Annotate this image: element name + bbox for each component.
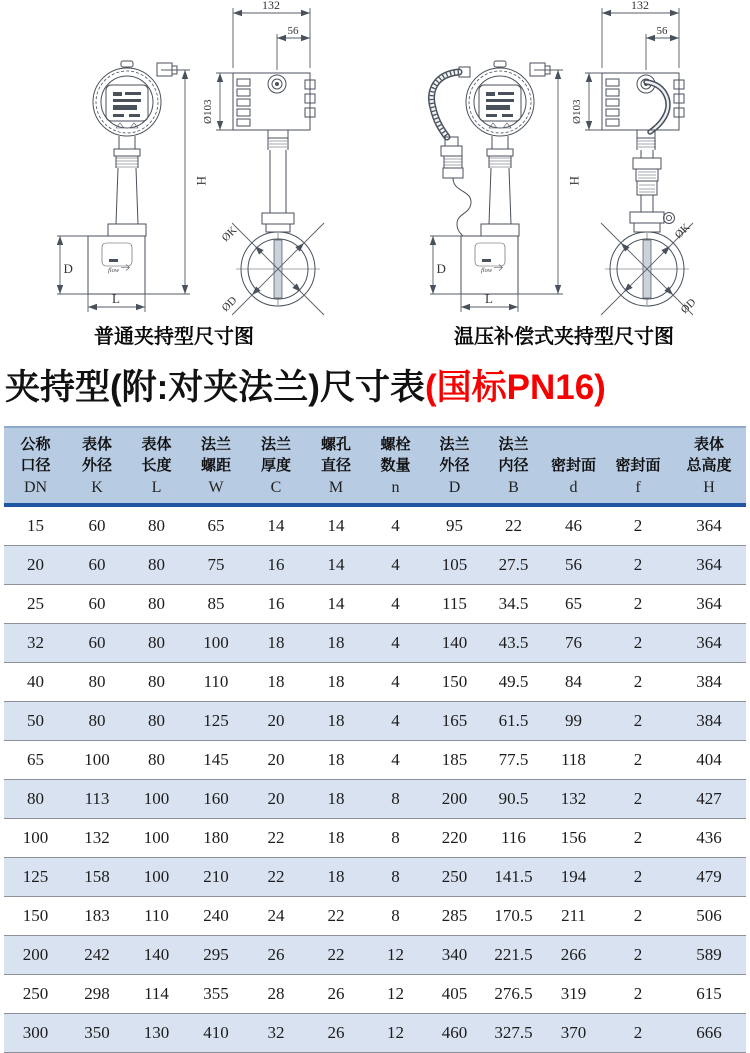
- table-row: [4, 858, 746, 897]
- table-row: [4, 897, 746, 936]
- column-header: 表体 外径 K: [67, 427, 127, 505]
- table-cell: 18: [306, 819, 366, 858]
- table-cell: 80: [127, 702, 186, 741]
- table-cell: 90.5: [484, 780, 543, 819]
- table-row: [4, 505, 746, 546]
- table-cell: 589: [672, 936, 746, 975]
- column-header: 法兰 内径 B: [484, 427, 543, 505]
- table-row: [4, 975, 746, 1014]
- column-header: 表体 总高度 H: [672, 427, 746, 505]
- table-cell: 43.5: [484, 624, 543, 663]
- table-cell: 61.5: [484, 702, 543, 741]
- table-cell: 113: [67, 780, 127, 819]
- column-header: 螺孔 直径 M: [306, 427, 366, 505]
- meter-stem-front: [108, 136, 146, 236]
- table-cell: 80: [127, 585, 186, 624]
- column-header: 法兰 厚度 C: [246, 427, 306, 505]
- table-cell: 165: [425, 702, 484, 741]
- table-cell: 80: [67, 663, 127, 702]
- table-cell: 12: [366, 1014, 425, 1053]
- table-cell: 150: [425, 663, 484, 702]
- table-cell: 49.5: [484, 663, 543, 702]
- table-cell: 60: [67, 505, 127, 546]
- table-cell: 384: [672, 663, 746, 702]
- table-cell: 355: [186, 975, 246, 1014]
- table-cell: 319: [543, 975, 604, 1014]
- table-cell: 2: [604, 741, 672, 780]
- table-row: [4, 936, 746, 975]
- dim-label-L: L: [112, 291, 120, 306]
- table-cell: 2: [604, 897, 672, 936]
- table-cell: 60: [67, 624, 127, 663]
- table-cell: 32: [246, 1014, 306, 1053]
- pressure-hose-assembly: [432, 67, 471, 236]
- table-cell: 32: [4, 624, 67, 663]
- table-cell: 80: [127, 663, 186, 702]
- dim-label-56: 56: [656, 25, 668, 37]
- table-cell: 2: [604, 936, 672, 975]
- dim-label-dia103: Ø103: [571, 99, 583, 124]
- dim-label-dia103: Ø103: [202, 99, 214, 124]
- table-row: [4, 819, 746, 858]
- table-cell: 26: [246, 936, 306, 975]
- table-cell: 100: [186, 624, 246, 663]
- table-cell: 105: [425, 546, 484, 585]
- table-cell: 95: [425, 505, 484, 546]
- dim-label-56: 56: [287, 25, 299, 37]
- table-cell: 4: [366, 624, 425, 663]
- table-cell: 12: [366, 975, 425, 1014]
- table-cell: 350: [67, 1014, 127, 1053]
- table-cell: 116: [484, 819, 543, 858]
- table-cell: 250: [4, 975, 67, 1014]
- table-row: [4, 1014, 746, 1053]
- table-cell: 22: [246, 858, 306, 897]
- table-cell: 75: [186, 546, 246, 585]
- table-cell: 220: [425, 819, 484, 858]
- table-cell: 200: [4, 936, 67, 975]
- table-cell: 100: [127, 819, 186, 858]
- housing-side-view: [233, 73, 315, 130]
- table-title-main: 夹持型(附:对夹法兰)尺寸表: [5, 368, 425, 407]
- table-cell: 460: [425, 1014, 484, 1053]
- table-cell: 156: [543, 819, 604, 858]
- column-header: 公称 口径 DN: [4, 427, 67, 505]
- table-cell: 28: [246, 975, 306, 1014]
- table-cell: 404: [672, 741, 746, 780]
- meter-stem-front: [481, 136, 519, 236]
- column-header: 密封面 f: [604, 427, 672, 505]
- table-cell: 436: [672, 819, 746, 858]
- table-cell: 615: [672, 975, 746, 1014]
- table-header-row: [4, 427, 746, 505]
- table-cell: 80: [127, 546, 186, 585]
- dim-label-diaD: ØD: [678, 296, 699, 317]
- table-cell: 65: [4, 741, 67, 780]
- table-cell: 427: [672, 780, 746, 819]
- table-cell: 56: [543, 546, 604, 585]
- table-cell: 132: [543, 780, 604, 819]
- table-cell: 2: [604, 702, 672, 741]
- table-cell: 18: [246, 663, 306, 702]
- table-cell: 160: [186, 780, 246, 819]
- table-cell: 185: [425, 741, 484, 780]
- table-cell: 18: [306, 702, 366, 741]
- table-row: [4, 741, 746, 780]
- table-cell: 140: [127, 936, 186, 975]
- table-cell: 4: [366, 663, 425, 702]
- table-cell: 200: [425, 780, 484, 819]
- table-row: [4, 702, 746, 741]
- table-cell: 18: [306, 624, 366, 663]
- table-cell: 405: [425, 975, 484, 1014]
- table-cell: 158: [67, 858, 127, 897]
- table-cell: 14: [306, 585, 366, 624]
- table-cell: 100: [127, 858, 186, 897]
- table-cell: 18: [306, 780, 366, 819]
- table-cell: 84: [543, 663, 604, 702]
- table-cell: 141.5: [484, 858, 543, 897]
- housing-side-view: [602, 73, 684, 130]
- dim-label-D: D: [436, 261, 446, 276]
- table-cell: 114: [127, 975, 186, 1014]
- table-row: [4, 624, 746, 663]
- technical-drawings: [0, 0, 750, 355]
- table-cell: 25: [4, 585, 67, 624]
- table-title: [0, 355, 750, 409]
- table-cell: 118: [543, 741, 604, 780]
- table-cell: 80: [67, 702, 127, 741]
- table-cell: 80: [127, 741, 186, 780]
- table-cell: 250: [425, 858, 484, 897]
- dim-label-L: L: [485, 291, 493, 306]
- table-cell: 60: [67, 546, 127, 585]
- table-cell: 100: [4, 819, 67, 858]
- table-cell: 80: [127, 505, 186, 546]
- table-cell: 240: [186, 897, 246, 936]
- table-cell: 276.5: [484, 975, 543, 1014]
- table-cell: 170.5: [484, 897, 543, 936]
- table-cell: 130: [127, 1014, 186, 1053]
- dimension-table: [4, 426, 746, 1053]
- table-cell: 80: [4, 780, 67, 819]
- table-cell: 2: [604, 663, 672, 702]
- column-header: 螺栓 数量 n: [366, 427, 425, 505]
- table-cell: 2: [604, 546, 672, 585]
- table-cell: 8: [366, 897, 425, 936]
- table-cell: 183: [67, 897, 127, 936]
- dim-label-diaK: ØK: [219, 224, 240, 245]
- table-cell: 479: [672, 858, 746, 897]
- column-header: 法兰 螺距 W: [186, 427, 246, 505]
- table-cell: 22: [306, 897, 366, 936]
- table-cell: 18: [306, 741, 366, 780]
- table-cell: 150: [4, 897, 67, 936]
- meter-body-front: [461, 236, 518, 294]
- table-cell: 2: [604, 975, 672, 1014]
- table-cell: 2: [604, 1014, 672, 1053]
- table-cell: 65: [543, 585, 604, 624]
- table-cell: 8: [366, 819, 425, 858]
- table-cell: 115: [425, 585, 484, 624]
- table-cell: 2: [604, 819, 672, 858]
- table-cell: 100: [127, 780, 186, 819]
- table-title-standard: (国标PN16): [424, 368, 606, 407]
- table-cell: 384: [672, 702, 746, 741]
- table-cell: 4: [366, 546, 425, 585]
- table-cell: 125: [4, 858, 67, 897]
- table-cell: 298: [67, 975, 127, 1014]
- table-cell: 2: [604, 505, 672, 546]
- table-cell: 85: [186, 585, 246, 624]
- dim-label-132: 132: [631, 0, 649, 12]
- table-cell: 8: [366, 858, 425, 897]
- table-cell: 194: [543, 858, 604, 897]
- table-cell: 18: [306, 663, 366, 702]
- table-cell: 110: [186, 663, 246, 702]
- table-cell: 4: [366, 741, 425, 780]
- table-body: [4, 505, 746, 1053]
- table-cell: 364: [672, 585, 746, 624]
- table-cell: 180: [186, 819, 246, 858]
- table-cell: 340: [425, 936, 484, 975]
- column-header: 表体 长度 L: [127, 427, 186, 505]
- table-cell: 300: [4, 1014, 67, 1053]
- table-cell: 16: [246, 546, 306, 585]
- table-cell: 221.5: [484, 936, 543, 975]
- table-cell: 4: [366, 505, 425, 546]
- table-cell: 18: [246, 624, 306, 663]
- compensated-clamp-drawing: [430, 0, 699, 348]
- table-cell: 210: [186, 858, 246, 897]
- dim-label-D: D: [63, 261, 73, 276]
- table-cell: 266: [543, 936, 604, 975]
- table-row: [4, 585, 746, 624]
- dim-label-132: 132: [262, 0, 280, 12]
- side-fittings-chain: [630, 130, 675, 232]
- table-cell: 2: [604, 858, 672, 897]
- table-cell: 100: [67, 741, 127, 780]
- table-cell: 80: [127, 624, 186, 663]
- dim-label-H: H: [194, 176, 209, 186]
- table-cell: 145: [186, 741, 246, 780]
- column-header: 密封面 d: [543, 427, 604, 505]
- table-cell: 364: [672, 624, 746, 663]
- table-cell: 2: [604, 624, 672, 663]
- meter-body-front: [88, 236, 145, 294]
- table-cell: 26: [306, 1014, 366, 1053]
- table-cell: 140: [425, 624, 484, 663]
- table-cell: 14: [306, 546, 366, 585]
- dim-label-H: H: [567, 176, 582, 186]
- table-cell: 364: [672, 546, 746, 585]
- table-cell: 60: [67, 585, 127, 624]
- ordinary-clamp-drawing: [57, 0, 324, 348]
- transmitter-head-front: [466, 61, 550, 136]
- flow-direction-label: flow: [108, 267, 120, 274]
- table-cell: 22: [484, 505, 543, 546]
- table-cell: 99: [543, 702, 604, 741]
- table-cell: 20: [4, 546, 67, 585]
- transmitter-head-front: [93, 61, 177, 136]
- table-cell: 20: [246, 741, 306, 780]
- table-cell: 211: [543, 897, 604, 936]
- table-cell: 285: [425, 897, 484, 936]
- dim-label-diaK: ØK: [672, 221, 693, 242]
- table-cell: 14: [246, 505, 306, 546]
- column-header: 法兰 外径 D: [425, 427, 484, 505]
- table-row: [4, 663, 746, 702]
- table-cell: 46: [543, 505, 604, 546]
- table-cell: 364: [672, 505, 746, 546]
- table-cell: 666: [672, 1014, 746, 1053]
- table-row: [4, 546, 746, 585]
- table-cell: 12: [366, 936, 425, 975]
- table-cell: 40: [4, 663, 67, 702]
- right-drawing-caption: 温压补偿式夹持型尺寸图: [454, 326, 674, 348]
- dim-label-diaD: ØD: [219, 294, 240, 315]
- table-cell: 76: [543, 624, 604, 663]
- table-cell: 22: [306, 936, 366, 975]
- table-cell: 65: [186, 505, 246, 546]
- table-cell: 26: [306, 975, 366, 1014]
- table-cell: 34.5: [484, 585, 543, 624]
- table-cell: 8: [366, 780, 425, 819]
- table-cell: 20: [246, 780, 306, 819]
- table-cell: 27.5: [484, 546, 543, 585]
- left-drawing-caption: 普通夹持型尺寸图: [94, 326, 254, 348]
- table-cell: 4: [366, 585, 425, 624]
- table-cell: 77.5: [484, 741, 543, 780]
- table-cell: 327.5: [484, 1014, 543, 1053]
- table-row: [4, 780, 746, 819]
- table-cell: 14: [306, 505, 366, 546]
- table-cell: 410: [186, 1014, 246, 1053]
- table-cell: 132: [67, 819, 127, 858]
- table-cell: 125: [186, 702, 246, 741]
- table-cell: 24: [246, 897, 306, 936]
- flow-direction-label: flow: [481, 267, 493, 274]
- table-cell: 2: [604, 780, 672, 819]
- table-cell: 15: [4, 505, 67, 546]
- table-cell: 506: [672, 897, 746, 936]
- table-cell: 370: [543, 1014, 604, 1053]
- table-cell: 242: [67, 936, 127, 975]
- table-cell: 22: [246, 819, 306, 858]
- table-cell: 18: [306, 858, 366, 897]
- table-cell: 110: [127, 897, 186, 936]
- table-cell: 4: [366, 702, 425, 741]
- table-cell: 50: [4, 702, 67, 741]
- table-cell: 295: [186, 936, 246, 975]
- table-cell: 16: [246, 585, 306, 624]
- table-cell: 2: [604, 585, 672, 624]
- table-cell: 20: [246, 702, 306, 741]
